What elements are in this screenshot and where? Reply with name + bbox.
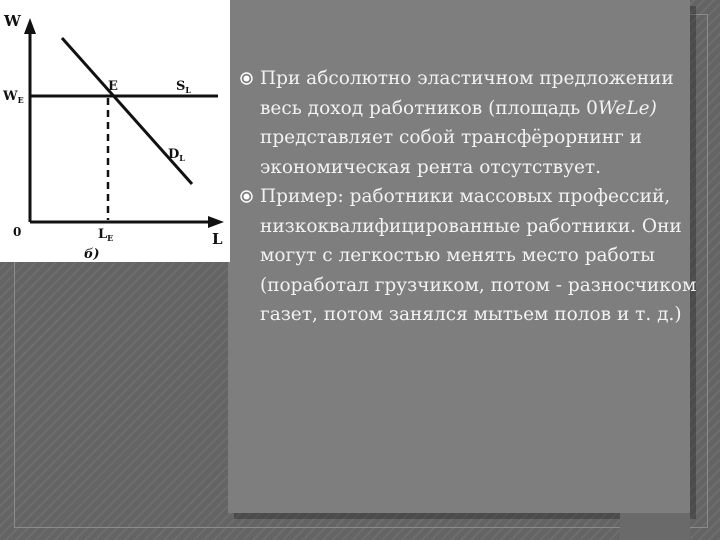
x-axis-arrow: [208, 216, 224, 228]
supply-label: $S_L$: [176, 79, 192, 95]
panel-label: б): [84, 247, 100, 262]
bullet-item: [240, 64, 716, 182]
equilibrium-point-label: E: [108, 79, 118, 94]
bullet-list: [240, 64, 716, 330]
circled-bullet-icon: [240, 72, 253, 85]
formula-text: WeLe): [597, 97, 657, 119]
y-axis-label: W: [4, 12, 21, 30]
origin-label: 0: [13, 225, 22, 239]
labor-market-diagram: [0, 0, 230, 262]
bullet-text-part: представляет собой трансфёрорнинг и экономическая рента отсутствует.: [260, 127, 642, 178]
quantity-label: $L_E$: [98, 227, 114, 243]
bullet-item: [240, 182, 716, 330]
demand-line: [62, 38, 192, 184]
x-axis-label: L: [212, 230, 223, 248]
y-axis-arrow: [24, 18, 36, 34]
bottom-tab: [620, 513, 690, 540]
bullet-text: Пример: работники массовых профессий, низкоквалифицированные работники. Они могут с легкостью менять место работы (поработал грузчиком, потом - разносчиком газет, потом занялся мытьем полов и т. д.): [260, 186, 697, 325]
bullet-text-part: При абсолютно эластичном предложении весь доход работников (площадь 0: [260, 68, 674, 119]
wage-label: $W_E$: [3, 89, 24, 105]
demand-label: $D_L$: [168, 147, 185, 163]
circled-bullet-icon: [240, 190, 253, 203]
